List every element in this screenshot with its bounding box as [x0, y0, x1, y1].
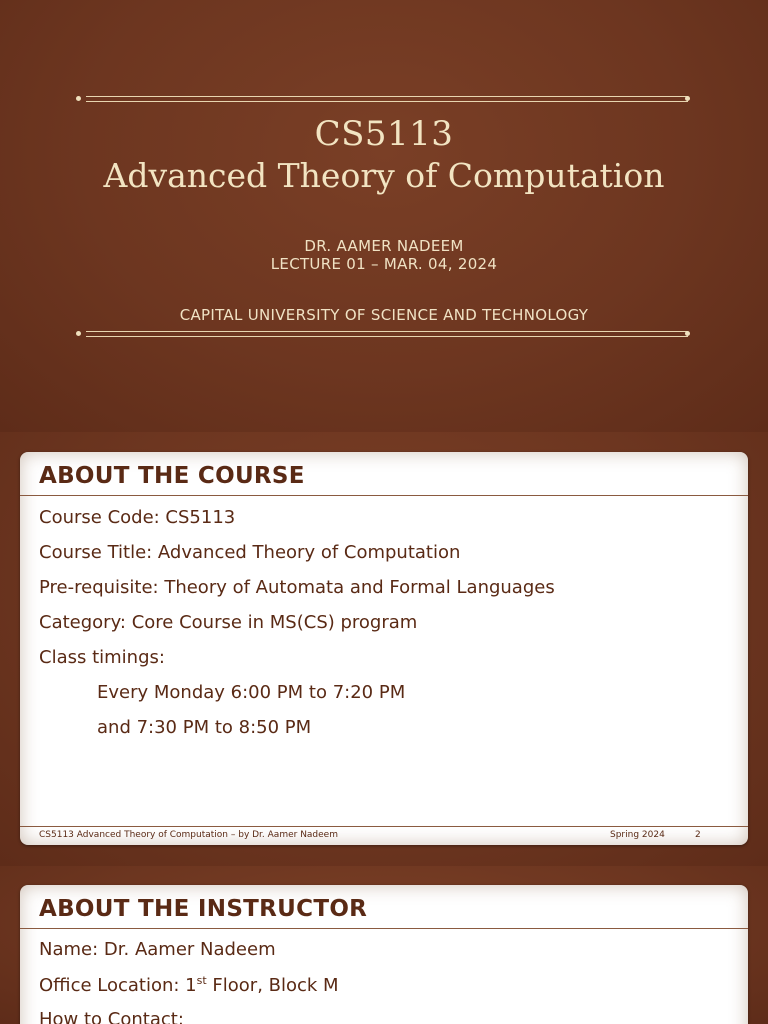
- lecture-date: LECTURE 01 – MAR. 04, 2024: [270, 255, 498, 273]
- rule-bottom-dot-left: [76, 331, 81, 336]
- timing-line-2: and 7:30 PM to 8:50 PM: [97, 717, 312, 738]
- course-card: [20, 452, 748, 845]
- instructor-heading: ABOUT THE INSTRUCTOR: [39, 896, 368, 922]
- contact-line: How to Contact:: [39, 1009, 184, 1024]
- rule-top-dot-left: [76, 96, 81, 101]
- footer-course-credit: CS5113 Advanced Theory of Computation – by Dr. Aamer Nadeem: [39, 830, 338, 840]
- instructor-name: DR. AAMER NADEEM: [304, 237, 464, 255]
- office-location-prefix: Office Location: 1: [39, 975, 197, 996]
- office-location-line: [39, 974, 339, 996]
- title-slide: [0, 0, 768, 432]
- timing-line-1: Every Monday 6:00 PM to 7:20 PM: [97, 682, 406, 703]
- office-location-suffix: Floor, Block M: [206, 975, 339, 996]
- office-floor-ordinal: st: [196, 974, 207, 987]
- category-line: Category: Core Course in MS(CS) program: [39, 612, 418, 633]
- university-name: CAPITAL UNIVERSITY OF SCIENCE AND TECHNOLOGY: [179, 306, 589, 324]
- rule-top-dot-right: [685, 96, 690, 101]
- course-title-line: Course Title: Advanced Theory of Computation: [39, 542, 461, 563]
- heading-divider: [20, 495, 748, 496]
- heading-divider: [20, 928, 748, 929]
- rule-bottom-dot-right: [685, 331, 690, 336]
- rule-bottom: [86, 331, 688, 337]
- footer-page-number: 2: [695, 830, 701, 840]
- course-code-line: Course Code: CS5113: [39, 507, 236, 528]
- course-code-title: CS5113: [314, 114, 454, 154]
- instructor-slide: [0, 866, 768, 1024]
- footer-divider: [20, 826, 748, 827]
- instructor-name-line: Name: Dr. Aamer Nadeem: [39, 939, 276, 960]
- course-title: Advanced Theory of Computation: [103, 156, 665, 195]
- rule-top: [86, 96, 688, 102]
- instructor-card: [20, 885, 748, 1024]
- course-heading: ABOUT THE COURSE: [39, 463, 305, 489]
- prerequisite-line: Pre-requisite: Theory of Automata and Formal Languages: [39, 577, 555, 598]
- class-timings-label: Class timings:: [39, 647, 165, 668]
- course-slide: [0, 432, 768, 866]
- footer-term: Spring 2024: [610, 830, 665, 840]
